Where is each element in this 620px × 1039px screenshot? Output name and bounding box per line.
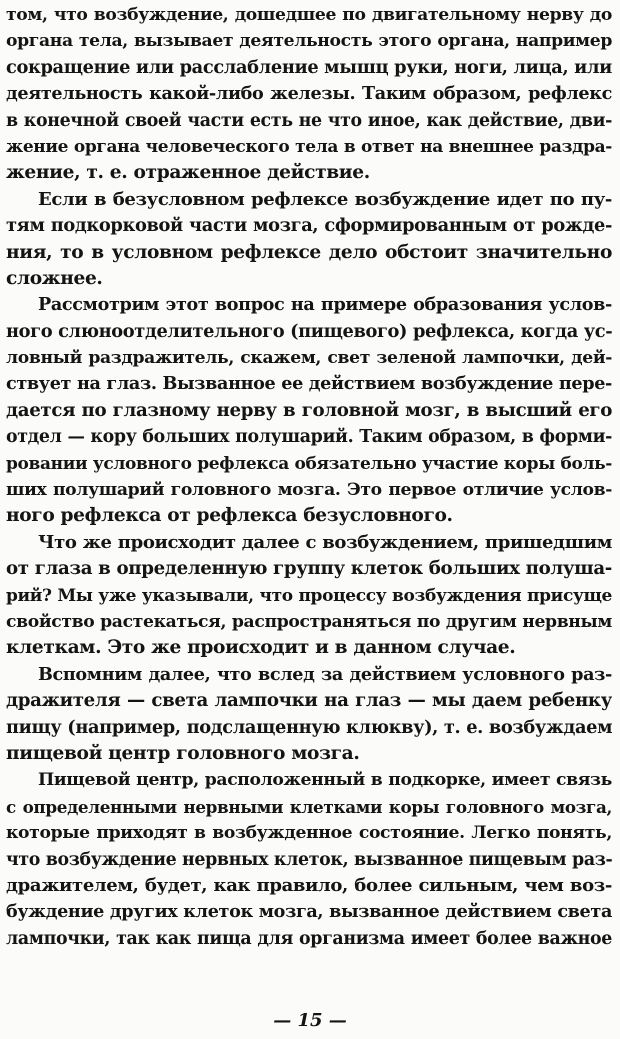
text-line: отдел — кору больших полушарий. Таким образом, в форми-: [6, 427, 612, 448]
text-line: лампочки, так как пища для организма имеет более важное: [6, 928, 612, 949]
text-line: ших полушарий головного мозга. Это первое отличие услов-: [6, 480, 612, 501]
text-line: сокращение или расслабление мышц руки, ноги, лица, или: [6, 56, 612, 78]
text-line: Если в безусловном рефлексе возбуждение идет по пу-: [38, 188, 612, 210]
text-line: ровании условного рефлекса обязательно участие коры боль-: [6, 453, 612, 474]
text-line: Вспомним далее, что вслед за действием условного раз-: [38, 663, 612, 685]
text-line: сложнее.: [6, 267, 103, 289]
text-line: дражителем, будет, как правило, более сильным, чем воз-: [6, 874, 612, 896]
page-number: — 15 —: [273, 1010, 347, 1031]
text-line: которые приходят в возбужденное состояние. Легко понять,: [6, 823, 612, 844]
text-line: органа тела, вызывает деятельность этого органа, например: [6, 31, 612, 52]
text-line: тям подкорковой части мозга, сформированным от рожде-: [6, 215, 612, 237]
text-line: дается по глазному нерву в головной мозг, в высший его: [6, 399, 612, 421]
text-line: ловный раздражитель, скажем, свет зеленой лампочки, дей-: [6, 348, 612, 369]
text-line: буждение других клеток мозга, вызванное действием света: [6, 901, 612, 923]
text-line: с определенными нервными клетками коры головного мозга,: [6, 796, 612, 817]
text-line: ного слюноотделительного (пищевого) рефлекса, когда ус-: [6, 320, 612, 342]
text-line: клеткам. Это же происходит и в данном случае.: [6, 637, 516, 659]
text-line: ного рефлекса от рефлекса безусловного.: [6, 505, 453, 527]
text-line: от глаза в определенную группу клеток больших полуша-: [6, 558, 612, 580]
text-line: пищу (например, подслащенную клюкву), т. е. возбуждаем: [6, 716, 612, 738]
text-line: пищевой центр головного мозга.: [6, 742, 360, 764]
text-line: рий? Мы уже указывали, что процессу возбуждения присуще: [6, 585, 612, 606]
text-line: жение органа человеческого тела в ответ на внешнее раздра-: [6, 136, 612, 157]
body-text: [6, 2, 612, 952]
text-line: жение, т. е. отраженное действие.: [6, 162, 370, 184]
text-line: что возбуждение нервных клеток, вызванное пищевым раз-: [6, 849, 612, 870]
text-line: Пищевой центр, расположенный в подкорке, имеет связь: [38, 770, 612, 791]
text-line: ния, то в условном рефлексе дело обстоит значительно: [6, 241, 612, 263]
text-line: в конечной своей части есть не что иное, как действие, дви-: [6, 110, 612, 131]
text-line: Что же происходит далее с возбуждением, пришедшим: [38, 531, 612, 553]
text-line: ствует на глаз. Вызванное ее действием возбуждение пере-: [6, 373, 612, 395]
text-line: дражителя — света лампочки на глаз — мы даем ребенку: [6, 690, 612, 712]
text-line: Рассмотрим этот вопрос на примере образования услов-: [38, 294, 612, 316]
text-line: том, что возбуждение, дошедшее по двигательному нерву до: [6, 5, 612, 25]
text-line: свойство растекаться, распространяться по другим нервным: [6, 611, 612, 632]
text-line: деятельность какой-либо железы. Таким образом, рефлекс: [6, 83, 612, 105]
